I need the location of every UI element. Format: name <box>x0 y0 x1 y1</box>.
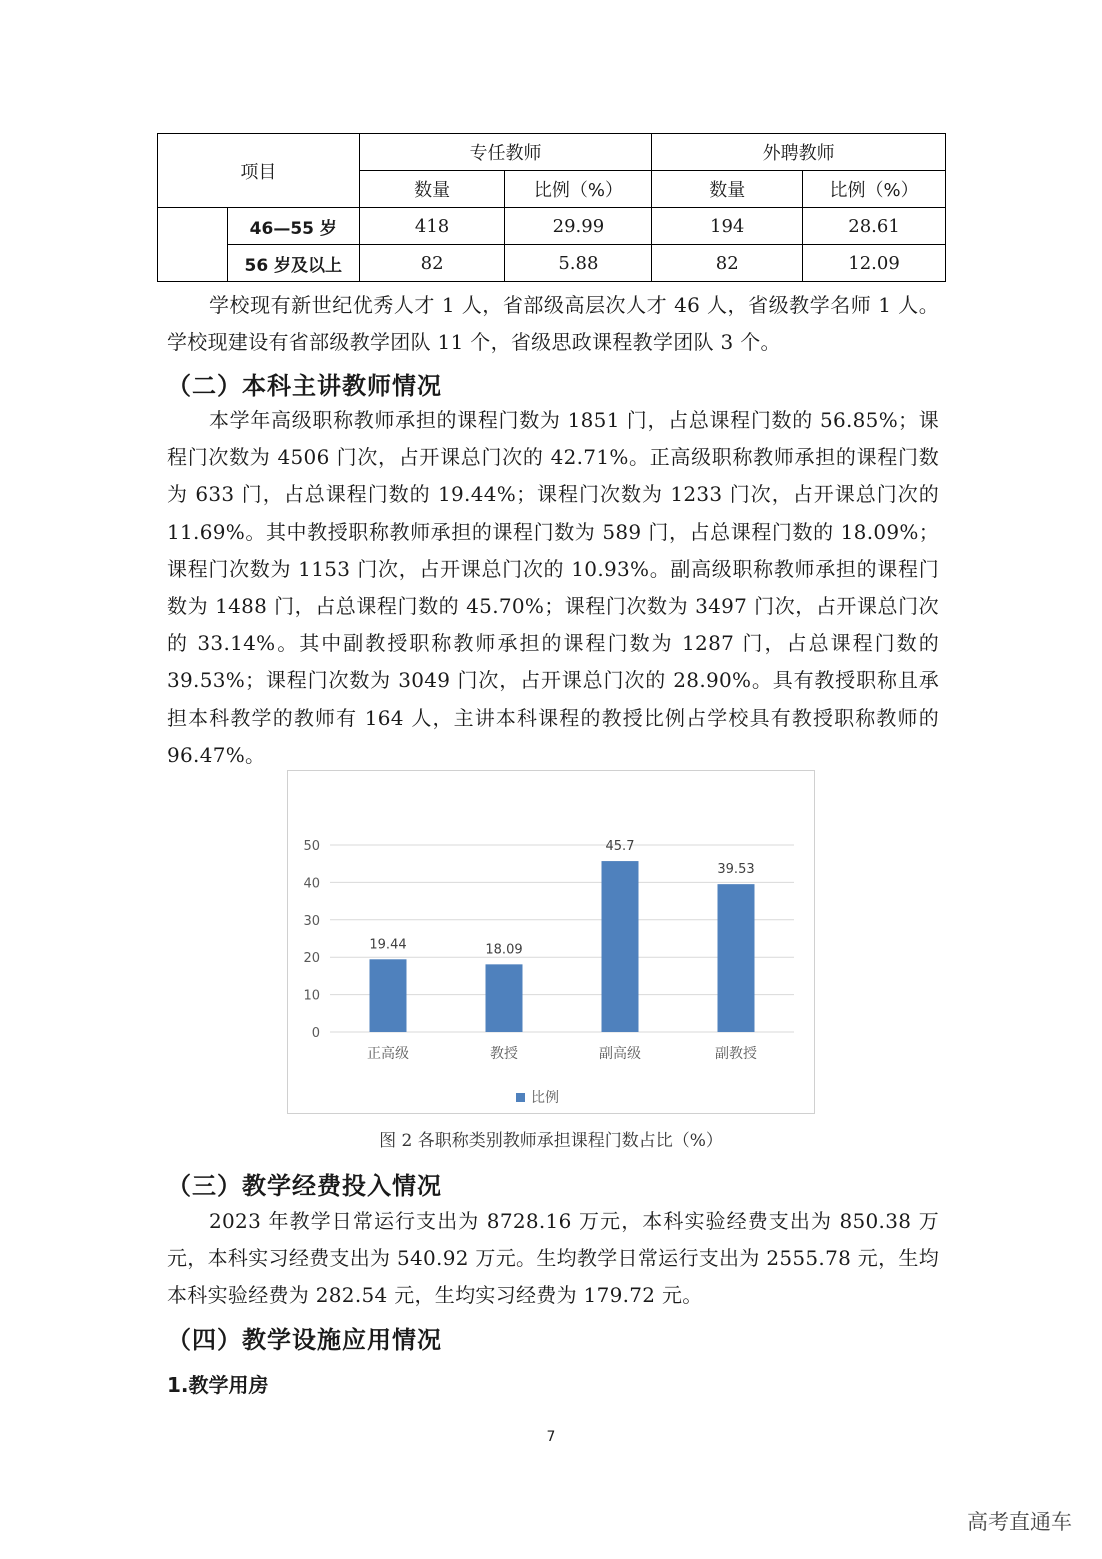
data-label: 19.44 <box>369 937 407 953</box>
section3-heading: （三）教学经费投入情况 <box>167 1172 442 1200</box>
table-subheader-count: 数量 <box>652 171 803 208</box>
bar-chart <box>288 771 814 1113</box>
figure-caption: 图 2 各职称类别教师承担课程门数占比（%） <box>379 1131 723 1151</box>
staff-age-table <box>157 133 946 282</box>
table-subheader-ratio: 比例（%） <box>803 171 946 208</box>
cell-ft-count: 82 <box>359 245 505 282</box>
table-subheader-ratio: 比例（%） <box>505 171 652 208</box>
x-tick-label: 正高级 <box>367 1046 409 1062</box>
cell-ex-count: 82 <box>652 245 803 282</box>
table-header-external: 外聘教师 <box>652 134 946 171</box>
table-subheader-count: 数量 <box>359 171 505 208</box>
data-label: 18.09 <box>485 942 523 958</box>
table-row <box>158 245 946 282</box>
bar-正高级 <box>370 959 407 1032</box>
legend-label: 比例 <box>531 1090 559 1106</box>
bar-副教授 <box>718 884 755 1032</box>
teaching-rooms-heading: 1.教学用房 <box>167 1373 269 1397</box>
y-tick-label: 30 <box>303 913 320 929</box>
row-label: 56 岁及以上 <box>227 245 359 282</box>
table-group-cell <box>158 208 228 282</box>
section4-heading: （四）教学设施应用情况 <box>167 1326 442 1354</box>
y-tick-label: 40 <box>303 876 320 892</box>
cell-ex-ratio: 12.09 <box>803 245 946 282</box>
table-header-item: 项目 <box>158 134 360 208</box>
table-header-fulltime: 专任教师 <box>359 134 652 171</box>
bar-副高级 <box>602 861 639 1032</box>
cell-ft-ratio: 5.88 <box>505 245 652 282</box>
y-tick-label: 20 <box>303 951 320 967</box>
data-label: 39.53 <box>717 862 755 878</box>
x-tick-label: 副高级 <box>599 1046 641 1062</box>
cell-ex-count: 194 <box>652 208 803 245</box>
bar-教授 <box>486 964 523 1032</box>
y-tick-label: 0 <box>311 1026 320 1041</box>
row-label: 46—55 岁 <box>227 208 359 245</box>
section3-paragraph: 2023 年教学日常运行支出为 8728.16 万元，本科实验经费支出为 850.38 万元，本科实习经费支出为 540.92 万元。生均教学日常运行支出为 2555.78 元，生均本科实验经费为 282.54 元，生均实习经费为 179.72 元。 <box>167 1209 939 1308</box>
data-label: 45.7 <box>605 839 635 855</box>
chart-frame <box>287 770 815 1114</box>
cell-ex-ratio: 28.61 <box>803 208 946 245</box>
y-tick-label: 10 <box>303 988 320 1004</box>
table-row <box>158 208 946 245</box>
page-number: 7 <box>546 1429 556 1445</box>
x-tick-label: 副教授 <box>715 1046 757 1062</box>
legend-swatch <box>516 1093 525 1102</box>
cell-ft-count: 418 <box>359 208 505 245</box>
talent-paragraph: 学校现有新世纪优秀人才 1 人，省部级高层次人才 46 人，省级教学名师 1 人。学校现建设有省部级教学团队 11 个，省级思政课程教学团队 3 个。 <box>167 293 939 355</box>
section2-heading: （二）本科主讲教师情况 <box>167 372 442 400</box>
section2-paragraph: 本学年高级职称教师承担的课程门数为 1851 门，占总课程门数的 56.85%；课程门次数为 4506 门次，占开课总门次的 42.71%。正高级职称教师承担的课程门数为 633 门，占总课程门数的 19.44%；课程门次数为 1233 门次，占开课总门次的 11.69%。其中教授职称教师承担的课程门数为 589 门，占总课程门数的 18.09%；课程门次数为 1153 门次，占开课总门次的 10.93%。副高级职称教师承担的课程门数为 1488 门，占总课程门数的 45.70%；课程门次数为 3497 门次，占开课总门次的 33.14%。其中副教授职称教师承担的课程门数为 1287 门，占总课程门数的 39.53%；课程门次数为 3049 门次，占开课总门次的 28.90%。具有教授职称且承担本科教学的教师有 164 人，主讲本科课程的教授比例占学校具有教授职称教师的 96.47%。 <box>167 408 939 767</box>
y-tick-label: 50 <box>303 839 320 854</box>
x-tick-label: 教授 <box>490 1046 518 1062</box>
watermark: 高考直通车 <box>967 1510 1072 1534</box>
cell-ft-ratio: 29.99 <box>505 208 652 245</box>
